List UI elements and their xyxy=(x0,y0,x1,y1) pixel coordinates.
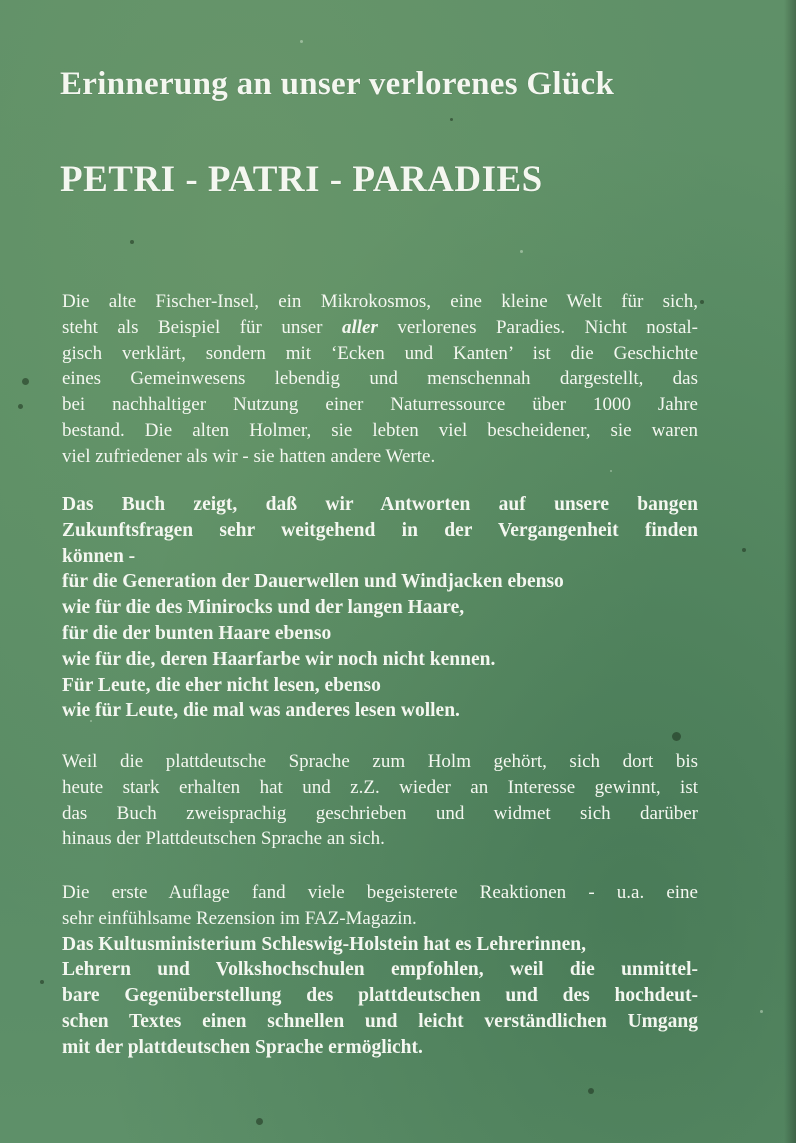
cover-title: PETRI - PATRI - PARADIES xyxy=(60,159,543,200)
speck xyxy=(40,980,44,984)
text-line: das Buch zweisprachig geschrieben und widmet sich darüber xyxy=(62,802,698,824)
text-line xyxy=(62,315,698,341)
text-line: bare Gegenüberstellung des plattdeutschen und des hochdeut- xyxy=(62,985,698,1007)
text-line: für die Generation der Dauerwellen und Windjacken ebenso xyxy=(62,571,564,593)
speck xyxy=(22,378,29,385)
text-line: Für Leute, die eher nicht lesen, ebenso xyxy=(62,674,381,696)
paragraph-intro xyxy=(62,289,722,470)
cover-subtitle: Erinnerung an unser verlorenes Glück xyxy=(60,66,615,102)
text-line: Die erste Auflage fand viele begeisterete Reaktionen - u.a. eine xyxy=(62,882,698,903)
paragraph-book-message xyxy=(62,492,722,724)
speck xyxy=(450,118,453,121)
text-line: können - xyxy=(62,545,136,567)
text-line: wie für die, deren Haarfarbe wir noch nicht kennen. xyxy=(62,648,496,670)
text-segment: steht als Beispiel für unser xyxy=(62,316,342,338)
text-line: gisch verklärt, sondern mit ‘Ecken und Kanten’ ist die Geschichte xyxy=(62,342,698,364)
text-line: viel zufriedener als wir - sie hatten andere Werte. xyxy=(62,445,436,467)
text-line: bei nachhaltiger Nutzung einer Naturressource über 1000 Jahre xyxy=(62,394,698,416)
text-line: wie für die des Minirocks und der langen Haare, xyxy=(62,597,465,619)
text-line: für die der bunten Haare ebenso xyxy=(62,622,332,644)
speck xyxy=(742,548,746,552)
text-line: Zukunftsfragen sehr weitgehend in der Vergangenheit finden xyxy=(62,519,698,541)
paragraph-reception xyxy=(62,880,722,1061)
speck xyxy=(520,250,523,253)
text-line: hinaus der Plattdeutschen Sprache an sich. xyxy=(62,828,385,850)
speck xyxy=(588,1088,594,1094)
emphasis-text: aller xyxy=(342,316,378,338)
text-line: heute stark erhalten hat und z.Z. wieder an Interesse gewinnt, ist xyxy=(62,776,698,798)
speck xyxy=(760,1010,763,1013)
text-line: bestand. Die alten Holmer, sie lebten viel bescheidener, sie waren xyxy=(62,419,698,441)
text-line: Das Buch zeigt, daß wir Antworten auf unsere bangen xyxy=(62,494,698,515)
speck xyxy=(18,404,23,409)
text-line: Die alte Fischer-Insel, ein Mikrokosmos, eine kleine Welt für sich, xyxy=(62,291,698,312)
text-line: eines Gemeinwesens lebendig und menschennah dargestellt, das xyxy=(62,368,698,390)
page-edge-shadow xyxy=(784,0,796,1143)
speck xyxy=(672,732,681,741)
speck xyxy=(256,1118,263,1125)
text-line: sehr einfühlsame Rezension im FAZ-Magazin. xyxy=(62,907,417,929)
text-line: mit der plattdeutschen Sprache ermöglicht. xyxy=(62,1036,423,1058)
text-line: schen Textes einen schnellen und leicht verständlichen Umgang xyxy=(62,1010,698,1032)
text-line: wie für Leute, die mal was anderes lesen wollen. xyxy=(62,700,460,722)
paragraph-language xyxy=(62,749,722,852)
speck xyxy=(130,240,134,244)
text-segment: verlorenes Paradies. Nicht nostal- xyxy=(377,316,698,338)
text-line: Lehrern und Volkshochschulen empfohlen, weil die unmittel- xyxy=(62,959,698,981)
speck xyxy=(300,40,303,43)
text-line: Weil die plattdeutsche Sprache zum Holm gehört, sich dort bis xyxy=(62,751,698,772)
speck xyxy=(610,470,612,472)
text-line: Das Kultusministerium Schleswig-Holstein hat es Lehrerinnen, xyxy=(62,933,586,955)
